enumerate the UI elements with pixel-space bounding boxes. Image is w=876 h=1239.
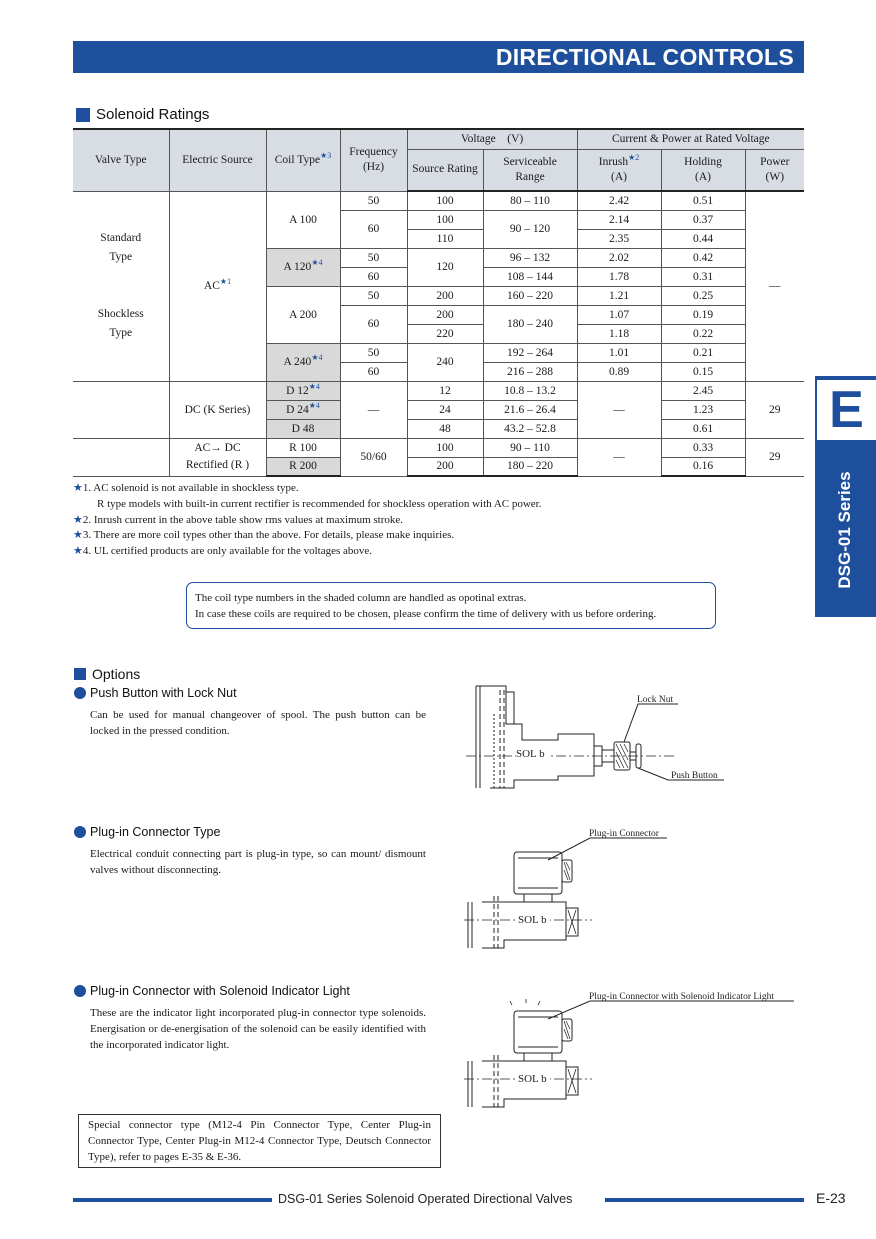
coil-cell: A 200: [266, 286, 340, 343]
option-description: Electrical conduit connecting part is plug-in type, so can mount/ dismount valves without disconnecting.: [90, 848, 426, 876]
header-bar: [73, 41, 804, 73]
inrush-acdc-cell: —: [577, 438, 661, 476]
table-row: A 200 50 200 160 – 220 1.21 0.25: [73, 286, 804, 305]
valve-type-cell: Standard Type Shockless Type: [73, 191, 169, 381]
power-acdc-cell: 29: [745, 438, 804, 476]
header-current-power: Current & Power at Rated Voltage: [577, 129, 804, 149]
shaded-column-note: The coil type numbers in the shaded column are handled as opotinal extras. In case these coils are required to be chosen, please confirm the time of delivery with us before ordering.: [186, 582, 716, 629]
circle-bullet-icon: [74, 687, 86, 699]
header-holding: Holding (A): [661, 149, 745, 191]
footer-rule-left: [73, 1198, 272, 1202]
solenoid-ratings-table: [73, 128, 804, 477]
freq-dc-cell: —: [340, 381, 407, 438]
push-button-drawing: [466, 684, 736, 794]
coil-cell: A $240^{★4}$: [266, 343, 340, 381]
option-title: Plug-in Connector Type: [74, 825, 220, 839]
freq-acdc-cell: 50/60: [340, 438, 407, 476]
page-header-title: DIRECTIONAL CONTROLS: [495, 44, 794, 70]
circle-bullet-icon: [74, 826, 86, 838]
options-title: Options: [74, 666, 140, 682]
table-row: R 200 200 180 – 220 0.16: [73, 457, 804, 476]
footnotes: [73, 481, 541, 560]
source-ac-cell: $AC^{★1}$: [169, 191, 266, 381]
circle-bullet-icon: [74, 985, 86, 997]
coil-cell: D $12^{★4}$: [266, 381, 340, 400]
table-row: D 48 48 43.2 – 52.8 0.61: [73, 419, 804, 438]
header-frequency: Frequency (Hz): [340, 129, 407, 191]
coil-cell: A 100: [266, 191, 340, 248]
power-dc-cell: 29: [745, 381, 804, 438]
square-bullet-icon: [76, 108, 90, 122]
coil-cell: D 48: [266, 419, 340, 438]
table-row: A $120^{★4}$ 50 120 96 – 132 2.02 0.42: [73, 248, 804, 267]
push-button-label: Push Button: [671, 771, 718, 781]
source-dc-cell: DC (K Series): [169, 381, 266, 438]
coil-cell: R 200: [266, 457, 340, 476]
special-connector-note: Special connector type (M12-4 Pin Connector Type, Center Plug-in Connector Type, Center Plug-in M12-4 Connector Type, Deutsch Connector Type), refer to pages E-35 & E-36.: [78, 1114, 441, 1168]
inrush-dc-cell: —: [577, 381, 661, 438]
header-power: Power (W): [745, 149, 804, 191]
plug-in-connector-drawing: [464, 828, 684, 954]
table-row: 110 2.35 0.44: [73, 229, 804, 248]
series-vertical-label: DSG-01 Series: [835, 471, 854, 589]
header-inrush: Inrush$^{★2}$ (A): [577, 149, 661, 191]
series-side-tab: [815, 376, 876, 617]
section-letter-box: E: [815, 378, 876, 442]
valve-blank-cell: [73, 381, 169, 438]
footnote: ★3. There are more coil types other than the above. For details, please make inquiries.: [73, 529, 455, 542]
footer-text: DSG-01 Series Solenoid Operated Directional Valves: [278, 1192, 573, 1206]
indicator-light-connector-drawing: [464, 987, 804, 1115]
footnote: ★2. Inrush current in the above table show rms values at maximum stroke.: [73, 513, 404, 526]
table-row: 60 100 90 – 120 2.14 0.37: [73, 210, 804, 229]
plug-in-connector-label: Plug-in Connector: [589, 829, 659, 839]
table-row: DC (K Series) D $12^{★4}$ — 12 10.8 – 13.2 — 2.45 29: [73, 381, 804, 400]
option-description: Can be used for manual changeover of spool. The push button can be locked in the pressed condition.: [90, 709, 426, 737]
table-row: 220 1.18 0.22: [73, 324, 804, 343]
option-title: Push Button with Lock Nut: [74, 686, 237, 700]
page-number: E-23: [816, 1190, 846, 1206]
table-row: 60 200 180 – 240 1.07 0.19: [73, 305, 804, 324]
valve-blank-cell: [73, 438, 169, 476]
footnote: ★1. AC solenoid is not available in shockless type.: [73, 482, 299, 494]
svg-text:SOL b: SOL b: [516, 748, 545, 760]
source-acdc-cell: AC→ DC Rectified (R ): [169, 438, 266, 476]
footnote: ★4. UL certified products are only available for the voltages above.: [73, 545, 373, 558]
table-row: AC→ DC Rectified (R ) R 100 50/60 100 90 – 110 — 0.33 29: [73, 438, 804, 457]
coil-cell: A $120^{★4}$: [266, 248, 340, 286]
option-description: These are the indicator light incorporated plug-in connector type solenoids. Energisation or de-energisation of the solenoid can be easily identified with the incorporated indicator light.: [90, 1007, 426, 1051]
table-row: 60 216 – 288 0.89 0.15: [73, 362, 804, 381]
coil-cell: D $24^{★4}$: [266, 400, 340, 419]
footnote: R type models with built-in current rectifier is recommended for shockless operation with AC power.: [97, 497, 542, 510]
option-title: Plug-in Connector with Solenoid Indicator Light: [74, 984, 350, 998]
table-row: A $240^{★4}$ 50 240 192 – 264 1.01 0.21: [73, 343, 804, 362]
footer-rule-right: [605, 1198, 804, 1202]
table-row: Standard Type Shockless Type $AC^{★1}$ A 100 50 100 80 – 110 2.42 0.51 —: [73, 191, 804, 210]
lock-nut-label: Lock Nut: [637, 695, 674, 705]
power-ac-cell: —: [745, 191, 804, 381]
header-source-rating: Source Rating: [407, 149, 483, 191]
sol-label: [516, 746, 550, 760]
header-coil-type: Coil Type$^{★3}$: [266, 129, 340, 191]
solenoid-ratings-title: Solenoid Ratings: [76, 106, 209, 123]
header-serviceable-range: Serviceable Range: [483, 149, 577, 191]
header-voltage: Voltage (V): [407, 129, 577, 149]
header-electric-source: Electric Source: [169, 129, 266, 191]
svg-text:SOL b: SOL b: [518, 914, 547, 926]
table-row: D $24^{★4}$ 24 21.6 – 26.4 1.23: [73, 400, 804, 419]
square-bullet-icon: [74, 668, 86, 680]
indicator-connector-label: Plug-in Connector with Solenoid Indicator Light: [589, 992, 774, 1002]
svg-text:SOL b: SOL b: [518, 1073, 547, 1085]
coil-cell: R 100: [266, 438, 340, 457]
sol-label: [516, 912, 550, 926]
table-row: 60 108 – 144 1.78 0.31: [73, 267, 804, 286]
sol-label: [516, 1071, 550, 1085]
header-valve-type: Valve Type: [73, 129, 169, 191]
